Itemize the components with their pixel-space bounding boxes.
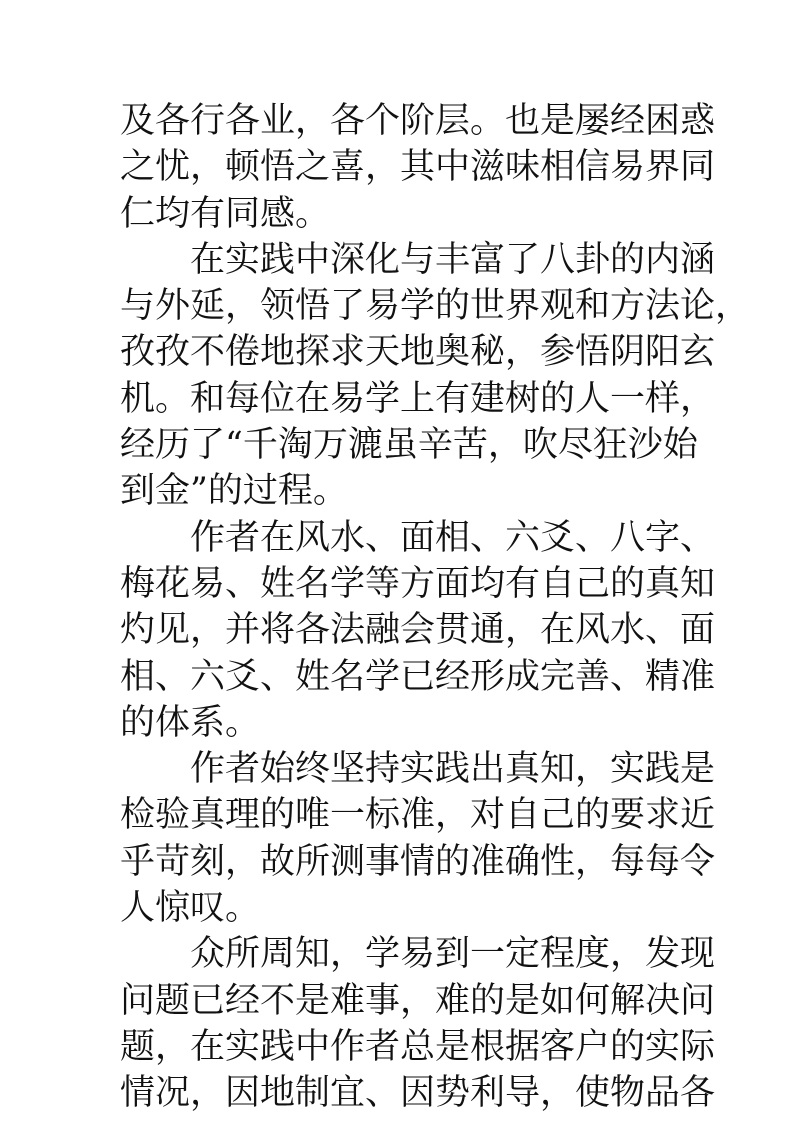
text-line: 及各行各业，各个阶层。也是屡经困惑 [120, 101, 716, 141]
text-line: 题，在实践中作者总是根据客户的实际 [120, 1026, 716, 1067]
text-line: 梅花易、姓名学等方面均有自己的真知 [120, 563, 716, 604]
text-line: 经历了“千淘万漉虽辛苦，吹尽狂沙始 [120, 425, 698, 466]
text-line: 孜孜不倦地探求天地奥秘，参悟阴阳玄 [120, 332, 716, 373]
document-body [120, 98, 751, 1117]
text-line: 的体系。 [120, 702, 261, 743]
paragraph-start-line: 作者在风水、面相、六爻、八字、 [190, 517, 716, 558]
text-line: 情况，因地制宜、因势利导，使物品各 [120, 1073, 716, 1114]
text-line: 人惊叹。 [120, 888, 261, 929]
paragraph-start-line: 作者始终坚持实践出真知，实践是 [190, 749, 716, 790]
paragraph-start-line: 在实践中深化与丰富了八卦的内涵 [190, 239, 716, 280]
text-line: 之忧，顿悟之喜，其中滋味相信易界同 [120, 147, 716, 188]
text-line: 仁均有同感。 [120, 193, 331, 234]
text-line: 灼见，并将各法融会贯通，在风水、面 [120, 610, 716, 651]
paragraph-start-line: 众所周知，学易到一定程度，发现 [190, 934, 716, 975]
text-line: 问题已经不是难事，难的是如何解决问 [120, 980, 716, 1021]
text-line: 到金”的过程。 [120, 471, 348, 512]
text-line: 检验真理的唯一标准，对自己的要求近 [120, 795, 716, 836]
text-line: 机。和每位在易学上有建树的人一样， [120, 378, 716, 419]
text-line: 相、六爻、姓名学已经形成完善、精准 [120, 656, 716, 697]
text-line: 乎苛刻，故所测事情的准确性，每每令 [120, 841, 716, 882]
text-line: 与外延，领悟了易学的世界观和方法论， [120, 286, 751, 327]
